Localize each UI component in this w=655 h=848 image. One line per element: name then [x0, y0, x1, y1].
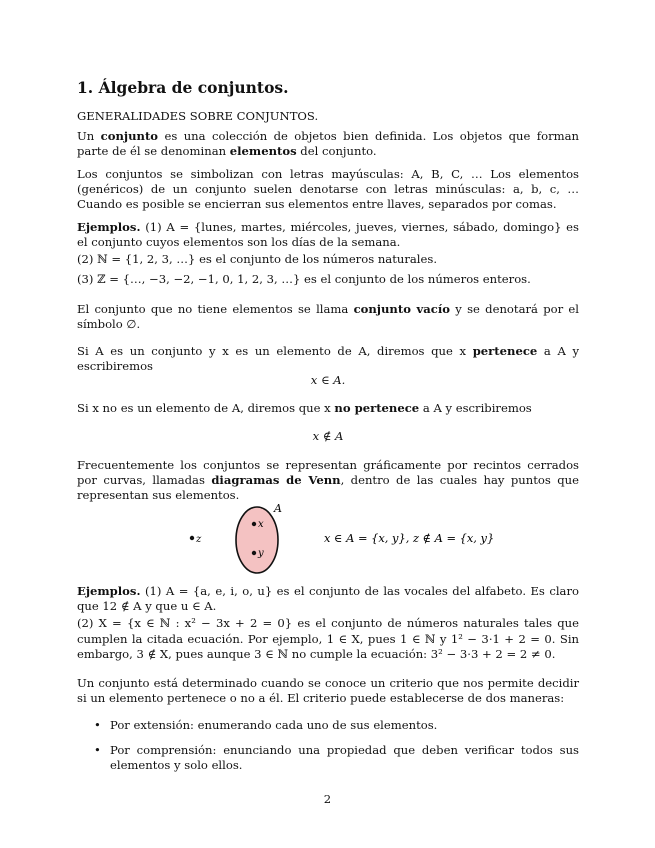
- bullet-icon: •: [94, 718, 101, 732]
- venn-label-z: z: [196, 534, 202, 545]
- example-set-x: (2) X = {x ∈ ℕ : x² − 3x + 2 = 0} es el conjunto de números naturales tales que cumplen la citada ecuación. Por ejemplo, 1 ∈ X, pues 1 ∈ ℕ y 1² − 3·1 + 2 = 0. Sin embargo, 3 ∉ X, pues aunque 3 ∈ ℕ no cumple la ecuación: 3² − 3·3 + 2 = 2 ≠ 0.: [77, 616, 579, 661]
- list-item: • Por extensión: enumerando cada uno de sus elementos.: [94, 718, 438, 732]
- bullet-icon: •: [94, 743, 101, 757]
- equation-in: x ∈ A.: [310, 373, 346, 387]
- venn-set-label: A: [274, 502, 282, 515]
- section-title: 1. Álgebra de conjuntos.: [77, 78, 289, 97]
- paragraph-belongs: Si A es un conjunto y x es un elemento de A, diremos que x pertenece a A y escribiremos: [77, 344, 579, 374]
- venn-point-x: [252, 522, 256, 526]
- venn-point-y: [252, 551, 256, 555]
- venn-label-x: x: [258, 519, 264, 530]
- venn-point-z: [190, 536, 194, 540]
- paragraph-not-belongs: Si x no es un elemento de A, diremos que x no pertenece a A y escribiremos: [77, 401, 532, 415]
- paragraph-empty-set: El conjunto que no tiene elementos se llama conjunto vacío y se denotará por el símbolo ∅.: [77, 302, 579, 332]
- page-number: 2: [323, 792, 332, 806]
- example-naturals: (2) ℕ = {1, 2, 3, …} es el conjunto de los números naturales.: [77, 252, 438, 267]
- venn-diagram: [77, 500, 579, 580]
- paragraph-determined: Un conjunto está determinado cuando se conoce un criterio que nos permite decidir si un elemento pertenece o no a él. El criterio puede establecerse de dos maneras:: [77, 676, 579, 706]
- examples-block-1: Ejemplos. (1) A = {lunes, martes, miércoles, jueves, viernes, sábado, domingo} es el conjunto cuyos elementos son los días de la semana. (2) ℕ = {1, 2, 3, …} es el conjunto de los números naturales. (3) ℤ = {…, −3, −2, −1, 0, 1, 2, 3, …} es el conjunto de los números enteros.: [77, 220, 579, 286]
- examples-label-2: Ejemplos.: [77, 584, 141, 598]
- examples-label: Ejemplos.: [77, 220, 141, 234]
- venn-set-region: [236, 507, 278, 573]
- equation-not-in: x ∉ A: [312, 429, 344, 443]
- venn-caption: x ∈ A = {x, y}, z ∉ A = {x, y}: [324, 531, 495, 545]
- paragraph-notation: Los conjuntos se simbolizan con letras mayúsculas: A, B, C, … Los elementos (genéricos) de un conjunto suelen denotarse con letras minúsculas: a, b, c, … Cuando es posible se encierran sus elementos entre llaves, separados por comas.: [77, 167, 579, 212]
- subtitle: GENERALIDADES SOBRE CONJUNTOS.: [77, 109, 319, 123]
- paragraph-definition: Un conjunto es una colección de objetos bien definida. Los objetos que forman parte de él se denominan elementos del conjunto.: [77, 129, 579, 159]
- venn-label-y: y: [258, 548, 264, 559]
- examples-block-2: Ejemplos. (1) A = {a, e, i, o, u} es el conjunto de las vocales del alfabeto. Es claro que 12 ∉ A y que u ∈ A. (2) X = {x ∈ ℕ : x² − 3x + 2 = 0} es el conjunto de números naturales tales que cumplen la citada ecuación. Por ejemplo, 1 ∈ X, pues 1 ∈ ℕ y 1² − 3·1 + 2 = 0. Sin embargo, 3 ∉ X, pues aunque 3 ∈ ℕ no cumple la ecuación: 3² − 3·3 + 2 = 2 ≠ 0.: [77, 584, 579, 661]
- example-integers: (3) ℤ = {…, −3, −2, −1, 0, 1, 2, 3, …} es el conjunto de los números enteros.: [77, 271, 531, 286]
- paragraph-venn: Frecuentemente los conjuntos se representan gráficamente por recintos cerrados por curvas, llamadas diagramas de Venn, dentro de las cuales hay puntos que representan sus elementos.: [77, 458, 579, 503]
- list-item: • Por comprensión: enunciando una propiedad que deben verificar todos sus elementos y solo ellos.: [94, 743, 579, 773]
